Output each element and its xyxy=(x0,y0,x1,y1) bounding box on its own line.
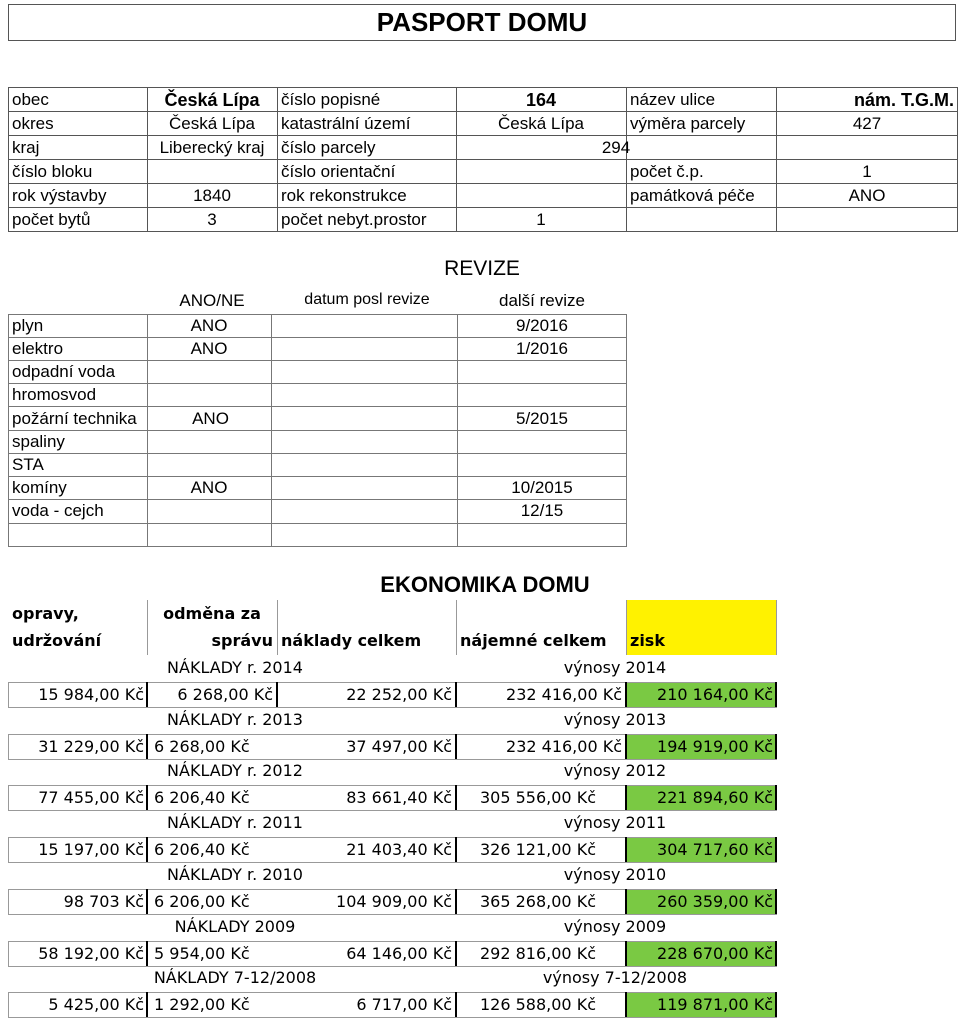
naklady-value: 21 403,40 Kč xyxy=(346,840,452,859)
nazev-ulice-label: název ulice xyxy=(630,90,716,109)
vynosy-year-label: výnosy 2009 xyxy=(563,917,667,936)
header-opravy-1: opravy, xyxy=(12,604,79,623)
naklady-year-label: NÁKLADY 7-12/2008 xyxy=(153,968,317,987)
naklady-year-label: NÁKLADY r. 2014 xyxy=(167,658,303,677)
odmena-value: 1 292,00 Kč xyxy=(154,995,250,1014)
najemne-value: 232 416,00 Kč xyxy=(506,737,622,756)
revize-ano: ANO xyxy=(150,408,271,430)
revize-header-ano-ne: ANO/NE xyxy=(179,291,245,310)
naklady-value: 104 909,00 Kč xyxy=(336,892,452,911)
najemne-value: 292 816,00 Kč xyxy=(480,944,596,963)
header-najemne: nájemné celkem xyxy=(460,631,607,650)
cislo-bloku-label: číslo bloku xyxy=(12,162,93,181)
vynosy-year-label: výnosy 2010 xyxy=(563,865,667,884)
header-naklady: náklady celkem xyxy=(281,631,422,650)
zisk-value: 119 871,00 Kč xyxy=(657,995,773,1014)
nazev-ulice-value: nám. T.G.M. xyxy=(853,90,954,110)
ekonomika-title: EKONOMIKA DOMU xyxy=(380,572,590,597)
revize-dalsi: 12/15 xyxy=(520,501,564,520)
najemne-value: 326 121,00 Kč xyxy=(480,840,596,859)
naklady-value: 37 497,00 Kč xyxy=(346,737,452,756)
cislo-popisne-value: 164 xyxy=(525,90,557,110)
revize-header-dalsi: další revize xyxy=(499,291,585,310)
vynosy-year-label: výnosy 2012 xyxy=(563,761,667,780)
opravy-value: 98 703 Kč xyxy=(63,892,144,911)
cislo-popisne-label: číslo popisné xyxy=(281,90,381,109)
rok-rekonstrukce-label: rok rekonstrukce xyxy=(281,186,407,205)
rok-vystavby-value: 1840 xyxy=(193,186,231,205)
zisk-value: 210 164,00 Kč xyxy=(657,685,773,704)
zisk-value: 260 359,00 Kč xyxy=(657,892,773,911)
revize-name: voda - cejch xyxy=(12,501,104,520)
vynosy-year-label: výnosy 2011 xyxy=(563,813,667,832)
okres-value: Česká Lípa xyxy=(169,114,255,133)
revize-ano: ANO xyxy=(190,478,228,497)
naklady-year-label: NÁKLADY r. 2011 xyxy=(167,813,303,832)
odmena-value: 6 268,00 Kč xyxy=(177,685,273,704)
zisk-value: 194 919,00 Kč xyxy=(657,737,773,756)
odmena-value: 6 206,40 Kč xyxy=(154,840,250,859)
revize-ano: ANO xyxy=(190,316,228,335)
pocet-cp-value: 1 xyxy=(862,162,872,181)
vynosy-year-label: výnosy 2013 xyxy=(563,710,667,729)
naklady-value: 22 252,00 Kč xyxy=(346,685,452,704)
odmena-value: 6 206,40 Kč xyxy=(154,788,250,807)
najemne-value: 126 588,00 Kč xyxy=(480,995,596,1014)
najemne-value: 305 556,00 Kč xyxy=(480,788,596,807)
zisk-value: 228 670,00 Kč xyxy=(657,944,773,963)
vynosy-year-label: výnosy 7-12/2008 xyxy=(542,968,688,987)
revize-header-datum: datum posl revize xyxy=(304,291,430,308)
pamatkova-value: ANO xyxy=(848,186,886,205)
opravy-value: 58 192,00 Kč xyxy=(38,944,144,963)
obec-label: obec xyxy=(12,90,49,109)
revize-name: plyn xyxy=(12,316,44,335)
kraj-value: Liberecký kraj xyxy=(159,138,265,157)
naklady-year-label: NÁKLADY r. 2012 xyxy=(167,761,303,780)
revize-name: spaliny xyxy=(12,432,65,451)
opravy-value: 5 425,00 Kč xyxy=(48,995,144,1014)
najemne-value: 232 416,00 Kč xyxy=(506,685,622,704)
zisk-value: 304 717,60 Kč xyxy=(657,840,773,859)
naklady-value: 64 146,00 Kč xyxy=(346,944,452,963)
pocet-bytu-label: počet bytů xyxy=(12,210,91,229)
revize-name: komíny xyxy=(12,478,67,497)
opravy-value: 77 455,00 Kč xyxy=(38,788,144,807)
vymera-value: 427 xyxy=(852,114,882,133)
katastralni-label: katastrální území xyxy=(281,114,411,133)
odmena-value: 6 268,00 Kč xyxy=(154,737,250,756)
revize-name: hromosvod xyxy=(12,385,97,404)
header-opravy-2: udržování xyxy=(12,631,102,650)
naklady-year-label: NÁKLADY r. 2010 xyxy=(167,865,303,884)
zisk-value: 221 894,60 Kč xyxy=(657,788,773,807)
opravy-value: 15 197,00 Kč xyxy=(38,840,144,859)
pocet-nebyt-value: 1 xyxy=(536,210,546,229)
page-title: PASPORT DOMU xyxy=(376,7,588,37)
revize-dalsi: 5/2015 xyxy=(516,409,568,428)
revize-title: REVIZE xyxy=(444,257,520,280)
najemne-value: 365 268,00 Kč xyxy=(480,892,596,911)
revize-dalsi: 10/2015 xyxy=(511,478,573,497)
opravy-value: 15 984,00 Kč xyxy=(38,685,144,704)
naklady-year-label: NÁKLADY r. 2013 xyxy=(167,710,303,729)
naklady-value: 6 717,00 Kč xyxy=(356,995,452,1014)
pamatkova-label: památková péče xyxy=(630,186,755,205)
rok-vystavby-label: rok výstavby xyxy=(12,186,107,205)
odmena-value: 5 954,00 Kč xyxy=(154,944,250,963)
header-odmena-2: správu xyxy=(211,631,273,650)
odmena-value: 6 206,00 Kč xyxy=(154,892,250,911)
revize-ano: ANO xyxy=(190,339,228,358)
obec-value: Česká Lípa xyxy=(164,90,260,110)
opravy-value: 31 229,00 Kč xyxy=(38,737,144,756)
pocet-nebyt-label: počet nebyt.prostor xyxy=(281,210,427,229)
header-odmena-1: odměna za xyxy=(163,604,261,623)
cislo-parcely-label: číslo parcely xyxy=(281,138,376,157)
kraj-label: kraj xyxy=(12,138,40,157)
revize-name: elektro xyxy=(12,339,64,358)
revize-name: odpadní voda xyxy=(12,362,116,381)
pocet-cp-label: počet č.p. xyxy=(630,162,704,181)
vynosy-year-label: výnosy 2014 xyxy=(563,658,667,677)
revize-name: požární technika xyxy=(12,409,137,428)
revize-dalsi: 9/2016 xyxy=(516,316,568,335)
header-zisk: zisk xyxy=(630,631,665,650)
vymera-label: výměra parcely xyxy=(630,114,746,133)
revize-dalsi: 1/2016 xyxy=(516,339,568,358)
katastralni-value: Česká Lípa xyxy=(498,114,584,133)
naklady-value: 83 661,40 Kč xyxy=(346,788,452,807)
pocet-bytu-value: 3 xyxy=(207,210,217,229)
revize-name: STA xyxy=(12,455,44,474)
cislo-parcely-value: 294 xyxy=(601,138,631,157)
cislo-orientacni-label: číslo orientační xyxy=(281,162,396,181)
okres-label: okres xyxy=(12,114,54,133)
naklady-year-label: NÁKLADY 2009 xyxy=(174,917,296,936)
